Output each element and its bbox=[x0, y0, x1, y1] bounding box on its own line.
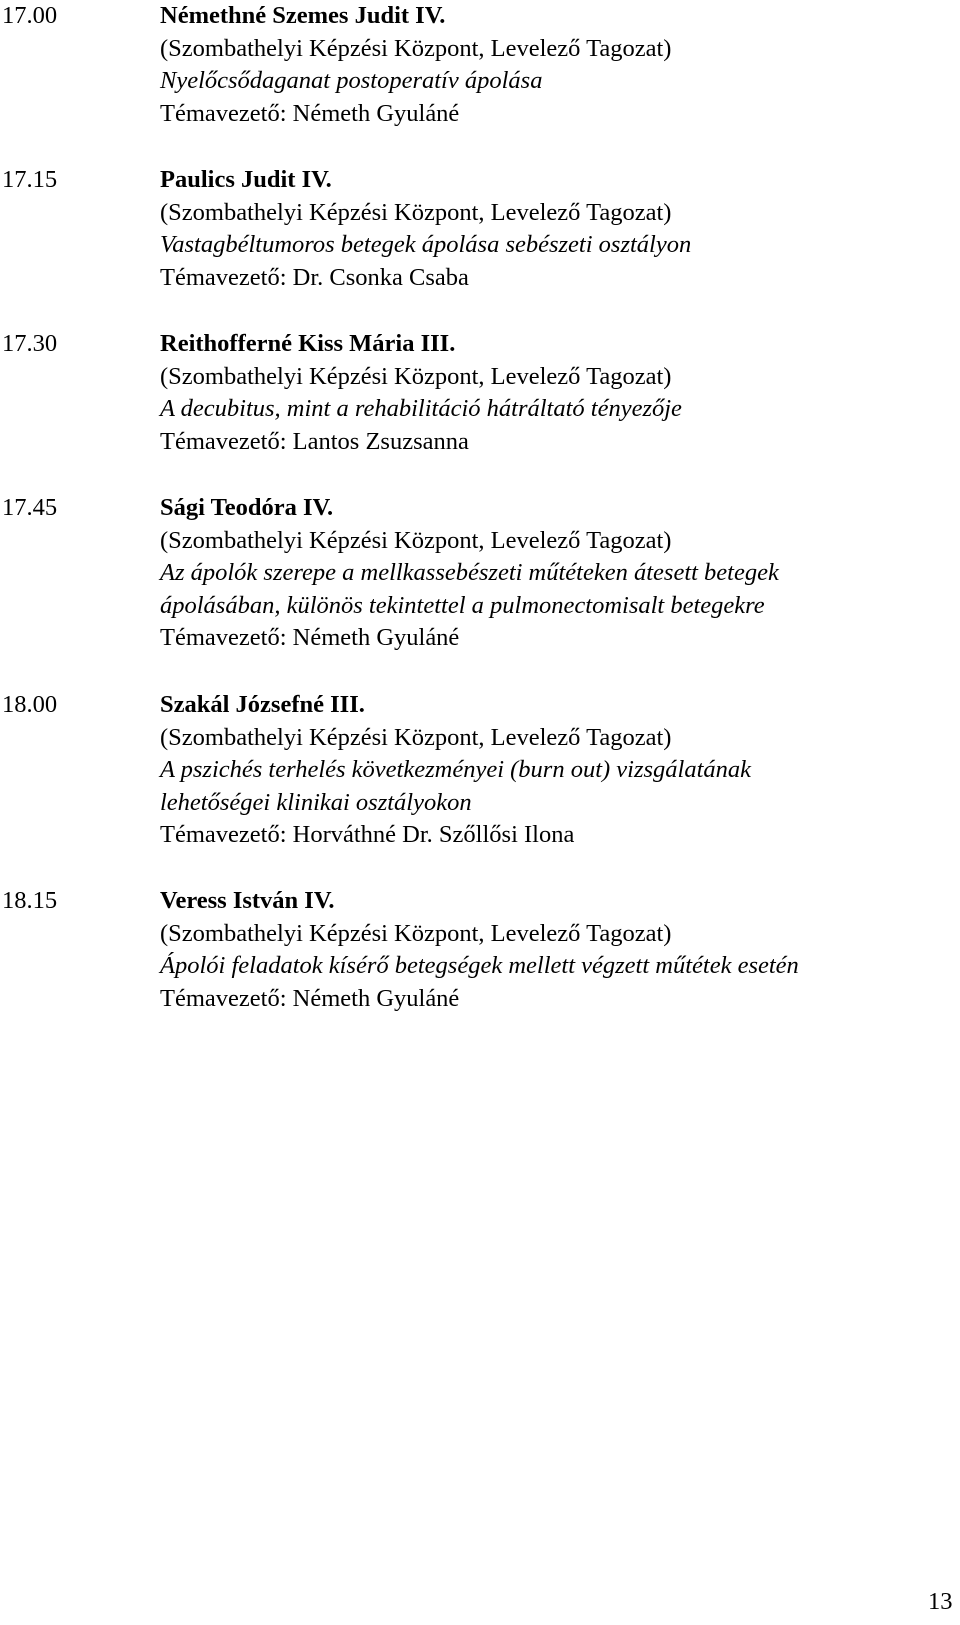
entry-time: 17.00 bbox=[2, 2, 58, 29]
institution: (Szombathelyi Képzési Központ, Levelező Tagozat) bbox=[160, 526, 672, 554]
institution: (Szombathelyi Képzési Központ, Levelező Tagozat) bbox=[160, 723, 672, 751]
presenter-name: Némethné Szemes Judit IV. bbox=[160, 2, 446, 29]
supervisor: Témavezető: Németh Gyuláné bbox=[160, 99, 460, 127]
thesis-topic: A decubitus, mint a rehabilitáció hátráltató tényezője bbox=[160, 395, 682, 422]
supervisor: Témavezető: Dr. Csonka Csaba bbox=[160, 263, 469, 291]
presenter-name: Reithofferné Kiss Mária III. bbox=[160, 330, 456, 357]
entry-time: 18.00 bbox=[2, 691, 58, 718]
entry-time: 17.45 bbox=[2, 494, 58, 521]
presenter-name: Veress István IV. bbox=[160, 887, 335, 914]
thesis-topic: Az ápolók szerepe a mellkassebészeti műtéteken átesett betegek bbox=[160, 559, 779, 586]
supervisor: Témavezető: Horváthné Dr. Szőllősi Ilona bbox=[160, 821, 575, 848]
supervisor: Témavezető: Németh Gyuláné bbox=[160, 624, 460, 651]
thesis-topic-continued: lehetőségei klinikai osztályokon bbox=[160, 788, 472, 816]
institution: (Szombathelyi Képzési Központ, Levelező Tagozat) bbox=[160, 919, 672, 947]
entry-content bbox=[160, 328, 960, 458]
supervisor: Témavezető: Lantos Zsuzsanna bbox=[160, 427, 469, 455]
page-number: 13 bbox=[928, 1588, 953, 1615]
entry-content bbox=[160, 492, 960, 655]
presenter-name: Paulics Judit IV. bbox=[160, 166, 332, 193]
thesis-topic: A pszichés terhelés következményei (burn out) vizsgálatának bbox=[160, 756, 752, 783]
thesis-topic: Ápolói feladatok kísérő betegségek mellett végzett műtétek esetén bbox=[160, 952, 799, 979]
entry-time: 17.30 bbox=[2, 330, 58, 357]
supervisor: Témavezető: Németh Gyuláné bbox=[160, 984, 460, 1012]
institution: (Szombathelyi Képzési Központ, Levelező Tagozat) bbox=[160, 362, 672, 390]
entry-time: 17.15 bbox=[2, 166, 58, 193]
entry-time: 18.15 bbox=[2, 887, 58, 914]
entry-content bbox=[160, 689, 960, 852]
entry-content bbox=[160, 164, 960, 294]
presenter-name: Sági Teodóra IV. bbox=[160, 494, 334, 521]
entry-content bbox=[160, 0, 960, 130]
institution: (Szombathelyi Képzési Központ, Levelező Tagozat) bbox=[160, 198, 672, 226]
thesis-topic-continued: ápolásában, különös tekintettel a pulmonectomisalt betegekre bbox=[160, 591, 765, 619]
presenter-name: Szakál Józsefné III. bbox=[160, 691, 365, 718]
thesis-topic: Vastagbéltumoros betegek ápolása sebészeti osztályon bbox=[160, 231, 692, 258]
entry-content bbox=[160, 885, 960, 1015]
thesis-topic: Nyelőcsődaganat postoperatív ápolása bbox=[160, 67, 543, 94]
institution: (Szombathelyi Képzési Központ, Levelező Tagozat) bbox=[160, 34, 672, 62]
